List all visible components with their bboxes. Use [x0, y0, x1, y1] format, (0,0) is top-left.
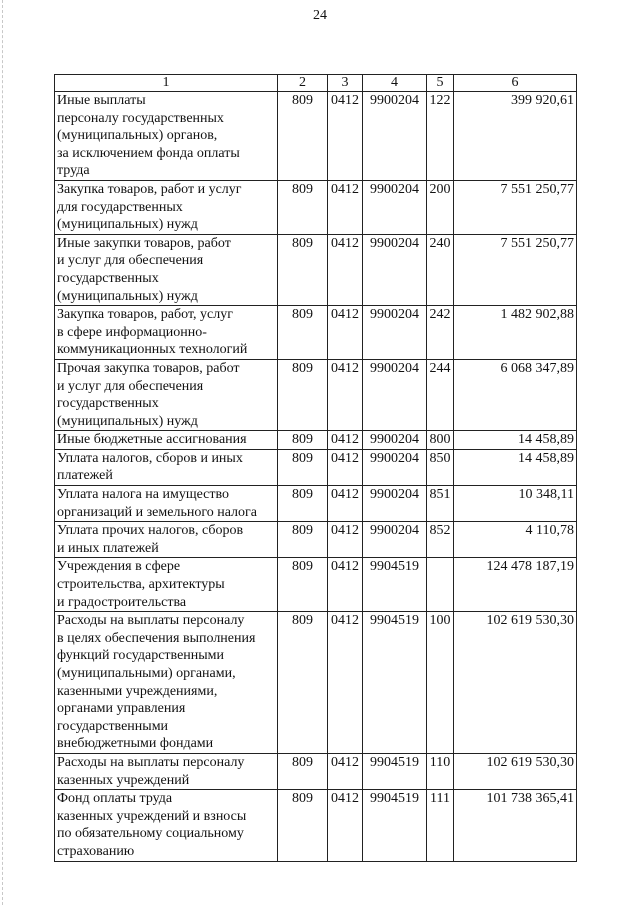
- expense-type-code: [427, 558, 454, 612]
- amount: 7 551 250,77: [454, 180, 577, 234]
- section-code: 0412: [328, 431, 363, 450]
- table-row: [55, 359, 577, 430]
- header-row: [55, 75, 577, 92]
- department-code: 809: [278, 753, 328, 789]
- target-article-code: 9900204: [363, 92, 427, 181]
- amount: 102 619 530,30: [454, 753, 577, 789]
- amount: 7 551 250,77: [454, 234, 577, 305]
- amount: 102 619 530,30: [454, 612, 577, 754]
- table-row: [55, 449, 577, 485]
- target-article-code: 9904519: [363, 612, 427, 754]
- table-row: [55, 234, 577, 305]
- expense-type-code: 122: [427, 92, 454, 181]
- target-article-code: 9900204: [363, 180, 427, 234]
- expense-type-code: 852: [427, 522, 454, 558]
- target-article-code: 9900204: [363, 486, 427, 522]
- column-header: 2: [278, 75, 328, 92]
- column-header: 5: [427, 75, 454, 92]
- column-header: 6: [454, 75, 577, 92]
- table-row: [55, 306, 577, 360]
- table-row: [55, 522, 577, 558]
- department-code: 809: [278, 234, 328, 305]
- target-article-code: 9904519: [363, 753, 427, 789]
- section-code: 0412: [328, 612, 363, 754]
- amount: 14 458,89: [454, 449, 577, 485]
- page-edge: [2, 0, 4, 905]
- expense-type-code: 244: [427, 359, 454, 430]
- section-code: 0412: [328, 486, 363, 522]
- target-article-code: 9900204: [363, 449, 427, 485]
- expense-type-code: 850: [427, 449, 454, 485]
- expense-type-code: 110: [427, 753, 454, 789]
- item-name: Иные выплаты персоналу государственных (муниципальных) органов, за исключением фонда оплаты труда: [55, 92, 278, 181]
- table-row: [55, 612, 577, 754]
- section-code: 0412: [328, 449, 363, 485]
- target-article-code: 9900204: [363, 359, 427, 430]
- item-name: Расходы на выплаты персоналу в целях обеспечения выполнения функций государственными (муниципальными) органами, казенными учреждениями, органами управления государственными внебюджетными фондами: [55, 612, 278, 754]
- section-code: 0412: [328, 306, 363, 360]
- item-name: Учреждения в сфере строительства, архитектуры и градостроительства: [55, 558, 278, 612]
- item-name: Уплата налогов, сборов и иных платежей: [55, 449, 278, 485]
- section-code: 0412: [328, 180, 363, 234]
- department-code: 809: [278, 359, 328, 430]
- table-row: [55, 790, 577, 861]
- section-code: 0412: [328, 92, 363, 181]
- table-row: [55, 753, 577, 789]
- section-code: 0412: [328, 234, 363, 305]
- amount: 6 068 347,89: [454, 359, 577, 430]
- department-code: 809: [278, 486, 328, 522]
- department-code: 809: [278, 180, 328, 234]
- amount: 1 482 902,88: [454, 306, 577, 360]
- expense-type-code: 800: [427, 431, 454, 450]
- table-row: [55, 558, 577, 612]
- item-name: Закупка товаров, работ, услуг в сфере информационно- коммуникационных технологий: [55, 306, 278, 360]
- department-code: 809: [278, 522, 328, 558]
- item-name: Иные закупки товаров, работ и услуг для обеспечения государственных (муниципальных) нужд: [55, 234, 278, 305]
- expense-type-code: 200: [427, 180, 454, 234]
- amount: 101 738 365,41: [454, 790, 577, 861]
- section-code: 0412: [328, 558, 363, 612]
- target-article-code: 9900204: [363, 431, 427, 450]
- department-code: 809: [278, 449, 328, 485]
- item-name: Уплата налога на имущество организаций и земельного налога: [55, 486, 278, 522]
- item-name: Прочая закупка товаров, работ и услуг для обеспечения государственных (муниципальных) нужд: [55, 359, 278, 430]
- item-name: Закупка товаров, работ и услуг для государственных (муниципальных) нужд: [55, 180, 278, 234]
- amount: 4 110,78: [454, 522, 577, 558]
- section-code: 0412: [328, 522, 363, 558]
- target-article-code: 9904519: [363, 790, 427, 861]
- department-code: 809: [278, 790, 328, 861]
- page-number: 24: [313, 8, 327, 23]
- item-name: Расходы на выплаты персоналу казенных учреждений: [55, 753, 278, 789]
- section-code: 0412: [328, 753, 363, 789]
- department-code: 809: [278, 92, 328, 181]
- table-row: [55, 431, 577, 450]
- column-header: 4: [363, 75, 427, 92]
- department-code: 809: [278, 306, 328, 360]
- amount: 10 348,11: [454, 486, 577, 522]
- target-article-code: 9904519: [363, 558, 427, 612]
- table-row: [55, 180, 577, 234]
- target-article-code: 9900204: [363, 234, 427, 305]
- table-row: [55, 92, 577, 181]
- column-header: 1: [55, 75, 278, 92]
- item-name: Фонд оплаты труда казенных учреждений и взносы по обязательному социальному страхованию: [55, 790, 278, 861]
- amount: 399 920,61: [454, 92, 577, 181]
- item-name: Уплата прочих налогов, сборов и иных платежей: [55, 522, 278, 558]
- expense-type-code: 240: [427, 234, 454, 305]
- department-code: 809: [278, 431, 328, 450]
- target-article-code: 9900204: [363, 306, 427, 360]
- budget-table: [54, 74, 577, 862]
- department-code: 809: [278, 558, 328, 612]
- item-name: Иные бюджетные ассигнования: [55, 431, 278, 450]
- expense-type-code: 851: [427, 486, 454, 522]
- target-article-code: 9900204: [363, 522, 427, 558]
- expense-type-code: 100: [427, 612, 454, 754]
- department-code: 809: [278, 612, 328, 754]
- amount: 124 478 187,19: [454, 558, 577, 612]
- section-code: 0412: [328, 790, 363, 861]
- table-row: [55, 486, 577, 522]
- column-header: 3: [328, 75, 363, 92]
- section-code: 0412: [328, 359, 363, 430]
- amount: 14 458,89: [454, 431, 577, 450]
- expense-type-code: 111: [427, 790, 454, 861]
- expense-type-code: 242: [427, 306, 454, 360]
